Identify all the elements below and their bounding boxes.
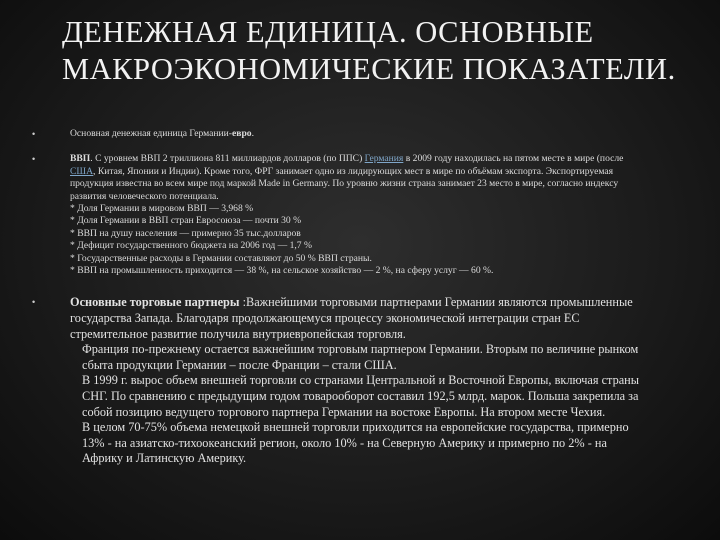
currency-end: . xyxy=(251,128,254,139)
gdp-stat: * ВВП на промышленность приходится — 38 %, на сельское хозяйство — 2 %, на сферу услуг — 60 %. xyxy=(70,265,494,277)
gdp-text-1: . С уровнем ВВП 2 триллиона 811 миллиардов долларов (по ППС) xyxy=(90,153,365,165)
trade-paragraph-4: В целом 70-75% объема немецкой внешней торговли приходится на европейские государства, примерно 13% - на азиатско-тихоокеанский регион, около 10% - на Северную Америку и примерно по 2% - на Африку и Латинскую Америку. xyxy=(82,420,629,466)
gdp-stat: * Доля Германии в ВВП стран Евросоюза — почти 30 % xyxy=(70,215,302,227)
bullet-gdp xyxy=(30,153,650,277)
trade-paragraph-1 xyxy=(70,295,650,342)
gdp-stat: * Доля Германии в мировом ВВП — 3,968 % xyxy=(70,203,254,215)
usa-link[interactable]: США xyxy=(70,165,94,177)
trade-text-1: :Важнейшими торговыми партнерами Германии являются промышленные государства Запада. Благодаря продолжающемуся процессу экономической интеграции стран ЕС стремительное развитие получила внутриевропейская торговля. xyxy=(70,295,633,341)
slide-title: ДЕНЕЖНАЯ ЕДИНИЦА. ОСНОВНЫЕ МАКРОЭКОНОМИЧЕСКИЕ ПОКАЗАТЕЛИ. xyxy=(62,15,676,86)
bullet-currency xyxy=(30,128,650,140)
currency-emphasis: евро xyxy=(232,128,252,139)
germany-link[interactable]: Германия xyxy=(364,153,404,165)
bullet-trade xyxy=(30,295,650,467)
bullet-list xyxy=(30,128,650,467)
gdp-text-3: , Китая, Японии и Индии). Кроме того, ФРГ занимает одно из лидирующих мест в мире по объёмам экспорта. Экспортируемая продукция известна во всем мире под маркой Made in Germany. По уровню жизни страна занимает 23 место в мире, согласно индексу развития человеческого потенциала. xyxy=(70,165,619,202)
bullet-dot-icon: • xyxy=(32,129,36,139)
gdp-label: ВВП xyxy=(70,153,91,165)
trade-paragraph-3: В 1999 г. вырос объем внешней торговли со странами Центральной и Восточной Европы, включая страны СНГ. По сравнению с предыдущим годом товарооборот составил 192,5 млрд. марок. Польша закрепила за собой позицию ведущего торгового партнера Германии на востоке Европы. На втором месте Чехия. xyxy=(82,373,640,419)
gdp-stat: * Государственные расходы в Германии составляют до 50 % ВВП страны. xyxy=(70,252,372,264)
gdp-stat: * ВВП на душу населения — примерно 35 тыс.долларов xyxy=(70,227,301,239)
gdp-paragraph xyxy=(70,153,650,203)
trade-paragraph-2: Франция по-прежнему остается важнейшим торговым партнером Германии. Вторым по величине рынком сбыта продукции Германии – после Франции – стали США. xyxy=(82,342,639,372)
gdp-stat: * Дефицит государственного бюджета на 2006 год — 1,7 % xyxy=(70,240,312,252)
bullet-dot-icon: • xyxy=(32,297,36,308)
bullet-dot-icon: • xyxy=(32,154,36,165)
trade-label: Основные торговые партнеры xyxy=(70,295,240,310)
currency-text: Основная денежная единица Германии- xyxy=(70,128,233,139)
gdp-text-2: в 2009 году находилась на пятом месте в мире (после xyxy=(403,153,624,165)
